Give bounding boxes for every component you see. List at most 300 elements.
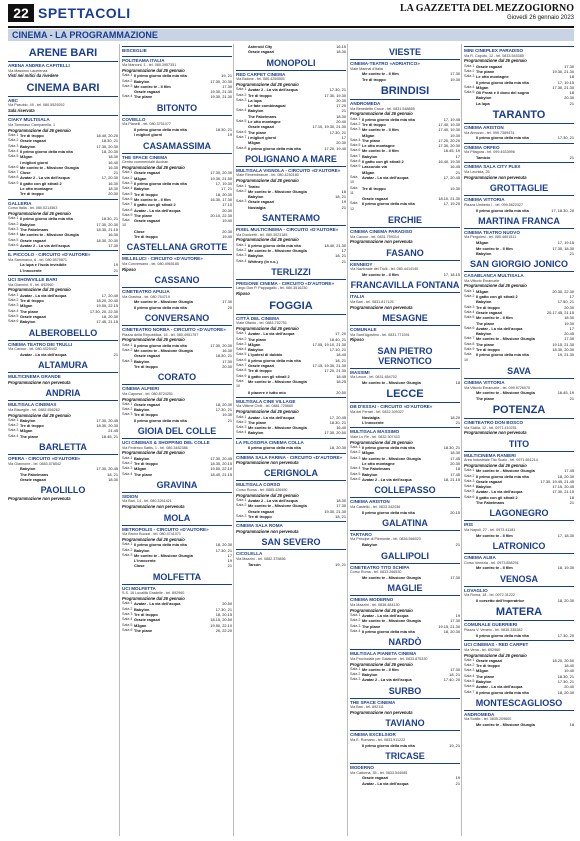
showtimes: 17, 20.30 [101,175,118,181]
screen-label [350,743,362,748]
film-title: Grazie ragazzi [476,309,503,315]
cinema-address: Corso Roma - tel. 0885.426490 [236,488,288,493]
showtimes: 17.30 [450,574,460,580]
cinema-name: MILLELUCI - CIRCUITO «D'AUTORE» [122,254,232,262]
city-heading: TRICASE [385,751,425,762]
showtime-row [236,205,346,210]
film-title: The plane [20,433,39,439]
screen-label: Sala 2 [464,473,475,478]
film-title: Asteroid City [248,44,273,49]
film-title: Tre di troppo [134,191,158,197]
cinema-address: Via Bari - tel. 892111 [350,705,384,710]
schedule-note: Programmazione dal 26 gennaio [8,412,71,418]
film-title: Il primo giorno della mia vita [476,135,529,141]
showtimes: 18, 21 [449,672,460,678]
screen-label: Sala 1 [122,73,133,78]
showtimes: 17.40, 19.30 [438,121,460,127]
showtimes: 17.45, 21.15 [96,319,118,325]
screen-label: Sala 9 [350,164,361,169]
showtime-row [122,364,232,369]
showtimes: 17.45 [450,471,460,477]
showtimes: 18 [455,380,460,386]
film-title: Il primo giorno della mia vita [248,445,301,451]
screen-label: Sala 2 [122,78,133,83]
listing-column [350,44,460,836]
showtimes: 18.30, 21 [215,127,232,133]
showtimes: 17.30 [222,358,232,364]
cinema-address: Via Cavour - tel. 080.4325442 [8,347,57,352]
film-title: Avatar 2 - La via dell'acqua [20,242,70,248]
cinema-address: Via Mazzini - tel. 0836.484130 [350,602,400,607]
film-title: Avatar - La via dell'acqua [134,207,181,213]
film-title: Il primo giorno della mia vita [134,181,187,187]
screen-label: Sala 1 [122,401,133,406]
screen-label: Sala 1 [236,414,247,419]
showtimes: 20.30 [336,97,346,103]
header-rule [8,26,574,28]
cinema-address: Via Castello - tel. 0833.342036 [350,504,401,509]
film-title: Babylon [248,347,264,353]
showtimes: 18.40, 21.15 [210,471,232,477]
screen-label [122,563,134,568]
film-title: The Fabelmans [20,226,49,232]
screen-label [122,132,134,137]
showtime-row [464,690,574,695]
city-heading: GALLIPOLI [381,550,429,561]
cinema-name: MULTISALA PIANETA CINEMA [350,649,460,657]
film-title: Me contro te - Il film [362,127,399,133]
film-title: Il primo giorno della mia vita [134,342,187,348]
city-heading: MATERA [495,606,543,619]
film-title: Avatar - La via dell'acqua [248,331,295,337]
showtimes: 18, 21 [335,357,346,363]
schedule-note: Programmazione dal 26 gennaio [8,211,71,217]
film-title: M3gan [362,169,375,175]
schedule-note: Programmazione dal 26 gennaio [350,111,413,117]
screen-label: Sala 1 [122,170,133,175]
showtimes: 21 [569,155,574,161]
screen-label: Sala 4 [122,617,133,622]
showtimes: 17.30, 20.30 [96,143,118,149]
showtimes: 18.40, 21.30 [324,242,346,248]
screen-label [236,205,248,210]
screen-label: Sala 2 [122,461,133,465]
showtimes: 17.30, 21 [215,547,232,553]
screen-label: Sala 3 [122,358,133,363]
screen-label: Sala 5 [122,191,133,196]
film-title: Il primo giorno della mia vita [20,216,73,222]
film-title: Grazie ragazzi [134,401,161,407]
screen-label: Sala 11 [350,185,358,195]
showtimes: 17, 18.30 [557,532,574,538]
cinema-address: Viale Rimembranze - tel. 080.4240180 [236,173,299,178]
showtimes: 19 [113,262,118,268]
cinema-address: Via Lecce - tel. 0831.654702 [350,375,397,380]
film-title: Nostalgia [362,414,380,420]
film-title: Il primo giorno della mia vita [134,304,187,310]
screen-label: Sala 5 [122,622,133,627]
schedule-note: Programmazione dal 26 gennaio [8,127,71,133]
cinema-address: Via Mazzini - tel. 0882.375856 [236,556,286,561]
showtimes: 19.30, 21.30 [552,68,574,74]
cinema-address: Viale Ofanto - tel. 0881.752751 [236,321,287,326]
cinema-name: CASABLANCA MULTISALA [464,271,574,279]
film-title: I migliori giorni [134,132,163,138]
city-heading: MONTESCAGLIOSO [475,697,563,708]
showtimes: 17.30, 21.30 [552,84,574,90]
screen-label: Sala 5 [464,90,475,95]
showtimes: 18 [569,494,574,500]
film-title: The Fabelmans [476,500,505,506]
film-title: The plane [476,320,495,326]
showtimes: 17.30, 21.15 [552,489,574,495]
schedule-note: Programmazione dal 26 gennaio [122,596,185,602]
schedule-note: Programmazione non pervenuta [464,174,527,180]
screen-label: Sala 6 [122,627,133,632]
screen-label: Sala 1 [122,455,133,460]
city-heading: CORATO [157,372,197,383]
screen-label: Sala 4 [464,309,475,314]
cinema-address: Via Pergolesi - tel. 080.4801511 [464,235,517,240]
film-title: M3gan [248,341,261,347]
cinema-address: Via Abruzzo - tel. 099.7369474 [464,130,515,135]
screen-label: Sala 4 [350,628,361,633]
screen-label: Sala 2 [8,221,19,226]
schedule-note: Riposo [236,291,250,297]
film-title: M3gan [362,450,375,456]
film-title: Il piacere è tutto mio [248,389,286,395]
city-heading: CINEMA BARI [26,81,100,94]
screen-label: Sala 3 [8,226,19,231]
screen-label: Sala 4 [8,433,19,438]
screen-label: Sala 8 [350,159,361,164]
screen-label: Sala 1 [122,601,133,606]
schedule-note: Programmazione non pervenuta [8,379,71,385]
city-heading: LAGONEGRO [489,508,549,519]
city-heading: CERIGNOLA [264,468,318,479]
film-title: Le fate combinaguai [248,103,286,109]
schedule-note: Programmazione non pervenuta [122,504,185,510]
cinema-name: MULTISALA CINE VILLAGE [236,397,346,405]
screen-label: Sala 2 [350,450,361,455]
showtimes: 20 [227,304,232,310]
showtime-row [8,243,118,248]
screen-label: Sala 6 [8,319,19,324]
film-title: Avatar - La via dell'acqua [20,351,67,357]
showtime-row [464,396,574,401]
showtimes: 18.30 [336,113,346,119]
screen-label: Sala 3 [8,303,19,308]
screen-label: Sala 8 [464,341,475,346]
showtimes: 21 [455,542,460,548]
film-title: Avatar 2 - La via dell'acqua [248,87,298,93]
schedule-note: Programmazione dal 26 gennaio [122,165,185,171]
cinema-name: CINETEATRO NORBA - CIRCUITO «D'AUTORE» [122,325,232,333]
film-title: L'innocente [362,420,384,426]
film-title: Tre di troppo [248,92,272,98]
screen-label: Sala 5 [8,237,19,242]
screen-label [464,208,476,213]
cinema-address: Area Industriale Tito Scalo - tel. 0971.651214 [464,458,538,463]
screen-label: Sala 10 [236,378,244,389]
screen-label: Sala 8 [8,175,19,180]
screen-label: Sala 4 [464,84,475,89]
showtimes: 16.40 [108,159,118,165]
showtime-row [236,379,346,390]
screen-label [236,390,248,395]
showtime-row [350,629,460,634]
screen-label: Sala 4 [122,471,133,476]
film-title: M3gan [134,466,147,472]
showtime-row [350,77,460,82]
showtimes: 18, 20.30 [443,628,460,634]
film-title: Il primo giorno della mia vita [248,242,301,248]
schedule-note: Programmazione dal 26 gennaio [464,652,527,658]
showtimes: 18.30, 20.30 [96,237,118,243]
city-heading: SURBO [388,685,422,696]
screen-label: Sala 9 [236,373,247,378]
showtimes: 18.20, 20.50 [552,657,574,663]
screen-label [464,396,476,401]
showtimes: 19.30 [564,320,574,326]
showtimes: 17.30 [450,71,460,77]
city-heading: TARANTO [492,109,546,122]
showtimes: 19.30, 21.30 [324,508,346,514]
showtime-row [350,380,460,385]
screen-label: Sala 2 [8,298,19,303]
showtimes: 17.20, 19.40 [324,145,346,151]
cinema-address: Via Napoli, 27 - tel. 0973.41181 [464,527,516,532]
city-heading: CASAMASSIMA [142,140,211,151]
film-title: Grazie ragazzi [134,617,161,623]
schedule-note: Programmazione dal 26 gennaio [122,396,185,402]
showtimes: 18, 21.15 [443,476,460,482]
screen-label: Sala 3 [464,74,475,79]
screen-label [464,565,476,570]
film-title: Me contro te - Il film [476,532,513,538]
screen-label: Sala 2 [464,68,475,73]
showtimes: 21 [341,108,346,114]
city-heading: SAN SEVERO [261,537,321,548]
showtimes: 17 [341,248,346,253]
film-title: The plane [362,137,381,143]
film-title: Me contro te - Missione Giungla [476,390,535,396]
cinema-address: Via Vittorio Emanuele - tel. 099.9726070 [464,385,531,390]
showtimes: 19 [455,775,460,781]
showtimes: 19.40 [222,218,232,224]
showtimes: 17.30, 21 [215,407,232,413]
showtimes: 20.30 [336,140,346,146]
column-divider [347,44,348,836]
film-title: Il primo giorno della mia vita [134,542,187,548]
screen-label: Sala 1 [350,612,361,617]
showtimes: 21 [455,169,460,175]
city-heading: SAN PIETRO VERNOTICO [377,345,433,366]
showtime-row [464,135,574,140]
showtimes: 17.30 [564,336,574,342]
screen-label: Sala 2 [350,121,361,126]
city-heading: GIOIA DEL COLLE [137,426,217,437]
film-title: Il primo giorno della mia vita [476,632,529,638]
cinema-address: Via Bisceglie - tel. 0883.556262 [8,407,60,412]
showtimes: 18.30, 21 [101,216,118,222]
showtimes: 17.40, 20 [443,677,460,683]
film-title: Grazie ragazzi [476,657,503,663]
film-title: Avatar - La via dell'acqua [362,612,409,618]
showtime-row [464,251,574,256]
cinema-address: Via Marconi, 1 - tel. 080.3957351 [122,63,177,68]
film-title: The plane [134,627,153,633]
schedule-note: Programmazione dal 26 gennaio [8,287,71,293]
cinema-name: CINEMA MODERNO [350,595,460,603]
film-title: Me contro te - Missione Giungla [20,164,79,170]
showtimes: 17, 19.30 [215,181,232,187]
schedule-note: Riposo [350,337,364,343]
showtimes: 17.30, 19.30 [324,92,346,98]
film-title: Il gatto con gli stivali 2 [476,494,518,500]
showtimes: 17.30, 20.45 [96,466,118,472]
film-title: Il gatto con gli stivali 2 [20,180,62,186]
screen-label: Sala 3 [236,341,247,346]
showtimes: 17.30, 21 [557,135,574,141]
film-title: Babylon [362,542,378,548]
showtimes: 16.40 [336,425,346,431]
showtimes: 17, 18.15 [443,272,460,278]
city-heading: BRINDISI [380,84,430,97]
cinema-name: CINEMA SALA FARINA - CIRCUITO «D'AUTORE» [236,453,346,461]
cinema-name: THE SPACE CINEMA [122,153,232,161]
column-divider [233,44,234,836]
city-heading: SAVA [507,365,531,376]
film-title: The plane [248,129,267,135]
cinema-address: Via Giannini, 9 - tel. 892960 [8,282,54,287]
screen-label: Sala 6 [464,325,475,330]
screen-label [236,562,248,567]
cinema-name: CINEMA VITTORIA [464,378,574,386]
schedule-note: Programmazione dal 26 gennaio [350,439,413,445]
film-title: The plane [476,68,495,74]
screen-label: Sala 9 [8,180,19,185]
showtimes: 18.30 [336,498,346,504]
film-title: Babylon [20,221,36,227]
cinema-address: Via E. Romano - tel. 0833.911222 [350,738,406,742]
film-title: The plane [134,94,153,100]
schedule-note: Programmazione dal 26 gennaio [122,450,185,456]
schedule-note: Programmazione non pervenuta [464,430,527,436]
showtimes: 18.45 [336,373,346,379]
showtimes: 17.30 [564,63,574,69]
showtimes: 17.40, 19.30 [438,127,460,133]
film-title: Grazie ragazzi [248,124,275,130]
screen-label: Sala 3 [122,552,133,557]
cinema-address: S.S. 16 Località Gradelle - tel. 892960 [122,591,185,596]
showtimes: 18.30, 21 [329,419,346,425]
screen-label: Sala 3 [8,428,19,433]
column-divider [461,44,462,836]
showtime-row [350,510,460,515]
cinema-name: POLITEAMA ITALIA [122,56,232,64]
showtimes: 21 [341,258,346,264]
film-title: Tre di troppo [248,368,272,374]
screen-label: Sala 7 [8,170,19,175]
column-divider [119,44,120,836]
city-heading: CONVERSANO [144,312,210,323]
screen-label: Sala 1 [122,342,133,347]
screen-label: Sala 6 [350,476,361,481]
showtimes: 17.30 [222,83,232,89]
showtimes: 20.30, 22.30 [552,288,574,294]
screen-label: Sala 9 [464,347,475,352]
city-heading: VENOSA [499,573,538,584]
schedule-note: Programmazione dal 26 gennaio [350,607,413,613]
city-heading: VIESTE [388,47,421,57]
showtimes: 17.10, 21 [329,347,346,353]
cinema-address: Largo Don P. Pappagallo - tel. 080.3516230 [236,286,308,291]
cinema-name: CINEMA VITTORIA [464,195,574,203]
film-title: Tre di troppo [20,423,44,429]
screen-label [350,272,362,277]
showtimes: 19.30 [450,185,460,191]
screen-label: Sala 3 [122,466,133,471]
film-title: Babylon [134,78,150,84]
cinema-name: METROPOLIS - CIRCUITO «D'AUTORE» [122,525,232,533]
film-title: M3gan [476,668,489,674]
cinema-name: MULTISALA VIGNOLA - CIRCUITO «D'AUTORE» [236,166,346,174]
showtimes: 19, 21 [449,742,460,748]
showtime-row [122,234,232,239]
city-heading: PAOLILLO [40,485,86,496]
schedule-note: Programmazione non pervenuta [236,528,299,534]
showtimes: 17.20, 21.30 [324,368,346,374]
showtimes: 17 [569,294,574,300]
film-title: Il primo giorno della mia vita [20,148,73,154]
cinema-address: Via dei Ferrari - tel. 0832.309327 [350,410,404,415]
showtime-row [236,430,346,435]
cinema-address: Piazza della Repubblica, 16 - tel. 080.4951757 [122,332,199,337]
film-title: Babylon [134,186,150,192]
showtimes: 21 [227,417,232,423]
film-title: M3gan [134,175,147,181]
cinema-name: CINEMA TEATRO NUOVO [464,228,574,236]
screen-label: Sala 1 [350,666,361,671]
showtimes: 18, 21 [107,471,118,477]
cinema-name: CICOLELLA [236,549,346,557]
film-title: Babylon [134,358,150,364]
showtimes: 21 [341,204,346,210]
showtimes: 21 [569,395,574,401]
film-title: Me contro te - Missione Giungla [476,722,535,728]
screen-label: Sala 1 [236,242,247,247]
screen-label: Sala 4 [350,137,361,142]
cinema-address: Piazza Umberto I - tel. 099.5622327 [464,202,524,207]
screen-label: Sala 1 [464,468,475,473]
film-title: Me contro te - Il film [362,272,399,278]
screen-label: Sala 4 [236,347,247,352]
film-title: La lupa e l'isola invisibile [20,262,67,268]
city-heading: MONOPOLI [266,57,316,68]
showtimes: 21.45 [108,428,118,434]
film-title: Grazie ragazzi [20,476,47,482]
showtimes: 18.40 [564,663,574,669]
showtimes: 21 [113,170,118,176]
film-title: Grazie ragazzi [20,237,47,243]
cinema-name: MINI CINEPLEX PARADISO [464,46,574,54]
schedule-note: Visti nei mitici da rivedere [8,73,59,79]
film-title: The plane [134,212,153,218]
showtimes: 18, 21 [335,253,346,259]
showtimes: 17, 18.30, 20 [551,207,574,213]
screen-label: Sala 2 [8,138,19,143]
